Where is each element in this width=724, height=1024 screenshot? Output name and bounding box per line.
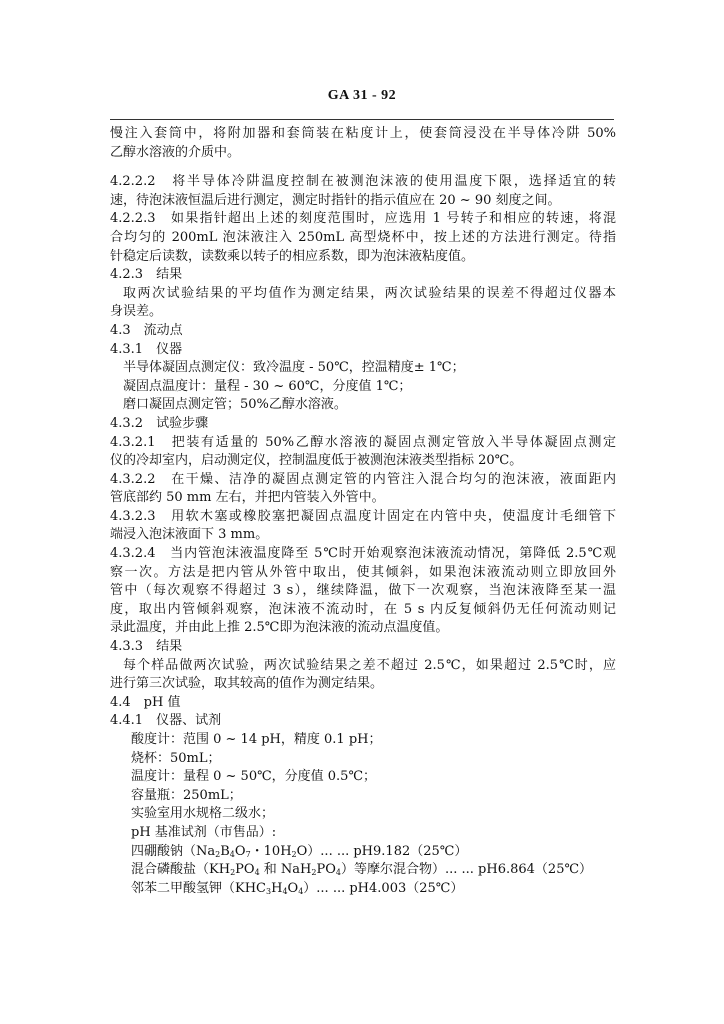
text-line: 针稳定后读数，读数乘以转子的相应系数，即为泡沫液粘度值。: [110, 248, 475, 264]
text-line: 4.4.1 仪器、试剂: [110, 713, 222, 729]
reagent-line-mixed-phosphate: 混合磷酸盐（$KH_2PO_4$ 和 $NaH_2PO_4$）等摩尔混合物）... ... pH6.864（25℃）: [131, 862, 593, 878]
text-line: 慢注入套筒中，将附加器和套筒装在粘度计上，使套筒浸没在半导体冷阱 50%: [110, 126, 616, 141]
text-line: 凝固点温度计：量程 - 30 ~ 60℃，分度值 1℃；: [123, 378, 412, 394]
text-line: 仪的冷却室内，启动测定仪，控制温度低于被测泡沫液类型指标 20℃。: [110, 453, 523, 469]
text-line: 察一次。方法是把内管从外管中取出，使其倾斜，如果泡沫液流动则立即放回外: [110, 564, 616, 580]
text-line: 4.3.2.4 当内管泡沫液温度降至 5℃时开始观察泡沫液流动情况，第降低 2.5℃观: [110, 546, 616, 562]
text-line: 4.3.2.1 把装有适量的 50%乙醇水溶液的凝固点测定管放入半导体凝固点测定: [110, 434, 616, 450]
text-line: 取两次试验结果的平均值作为测定结果，两次试验结果的误差不得超过仪器本: [123, 285, 616, 301]
text-line: 端浸入泡沫液面下 3 mm。: [110, 527, 269, 543]
text-line: 半导体凝固点测定仪：致冷温度 - 50℃，控温精度± 1℃；: [123, 360, 465, 376]
text-line: 度，取出内管倾斜观察，泡沫液不流动时，在 5 s 内反复倾斜仍无任何流动则记: [110, 601, 616, 617]
text-line: 4.3.2 试验步骤: [110, 415, 209, 431]
page-header-code: GA 31 - 92: [327, 88, 397, 103]
text-line: 每个样品做两次试验，两次试验结果之差不超过 2.5℃，如果超过 2.5℃时，应: [123, 657, 616, 673]
text-line: 合均匀的 200mL 泡沫液注入 250mL 高型烧杯中，按上述的方法进行测定。待指: [110, 229, 616, 245]
text-line: 4.3.1 仪器: [110, 341, 183, 357]
paragraph-gap: [110, 162, 616, 173]
text-line: 管中（每次观察不得超过 3 s），继续降温，做下一次观察，当泡沫液降至某一温: [110, 583, 616, 599]
text-line: 4.4 pH 值: [110, 694, 181, 710]
text-line: 4.3.3 结果: [110, 639, 183, 655]
text-line: 4.2.2.2 将半导体冷阱温度控制在被测泡沫液的使用温度下限，选择适宜的转: [110, 174, 616, 190]
reagent-line-sodium-tetraborate: 四硼酸钠（$Na_2B_4O_7$・$10H_2O$）... ... pH9.182（25℃）: [131, 843, 468, 859]
text-line: 进行第三次试验，取其较高的值作为测定结果。: [110, 676, 384, 692]
text-line: 4.3.2.2 在干燥、洁净的凝固点测定管的内管注入混合均匀的泡沫液，液面距内: [110, 471, 616, 487]
text-line: 速，待泡沫液恒温后进行测定，测定时指针的指示值应在 20 ~ 90 刻度之间。: [110, 192, 561, 208]
text-lines: [110, 125, 616, 843]
text-line: 酸度计：范围 0 ~ 14 pH，精度 0.1 pH；: [131, 732, 382, 747]
text-line: 温度计：量程 0 ~ 50℃，分度值 0.5℃；: [131, 769, 376, 785]
text-line: 容量瓶：250mL；: [131, 787, 242, 803]
text-line: 4.2.3 结果: [110, 267, 183, 283]
text-line: pH 基准试剂（市售品）:: [131, 824, 277, 840]
document-body: [110, 125, 616, 898]
text-line: 4.2.2.3 如果指针超出上述的刻度范围时，应选用 1 号转子和相应的转速，将混: [110, 211, 616, 227]
text-line: 身误差。: [110, 304, 163, 320]
text-line: 4.3.2.3 用软木塞或橡胶塞把凝固点温度计固定在内管中央，使温度计毛细管下: [110, 508, 616, 524]
text-line: 录此温度，并由此上推 2.5℃即为泡沫液的流动点温度值。: [110, 620, 449, 636]
text-line: 乙醇水溶液的介质中。: [110, 144, 241, 160]
text-line: 磨口凝固点测定管；50%乙醇水溶液。: [123, 397, 347, 413]
text-line: 4.3 流动点: [110, 322, 183, 338]
text-line: 烧杯：50mL；: [131, 750, 221, 766]
reagent-line-potassium-hydrogen-phthalate: 邻苯二甲酸氢钾$(KHC_3H_4O_4)$... ... pH4.003（25℃）: [131, 880, 464, 896]
header-rule: [110, 119, 614, 120]
text-line: 实验室用水规格二级水；: [131, 806, 275, 822]
text-line: 管底部约 50 mm 左右，并把内管装入外管中。: [110, 490, 385, 506]
